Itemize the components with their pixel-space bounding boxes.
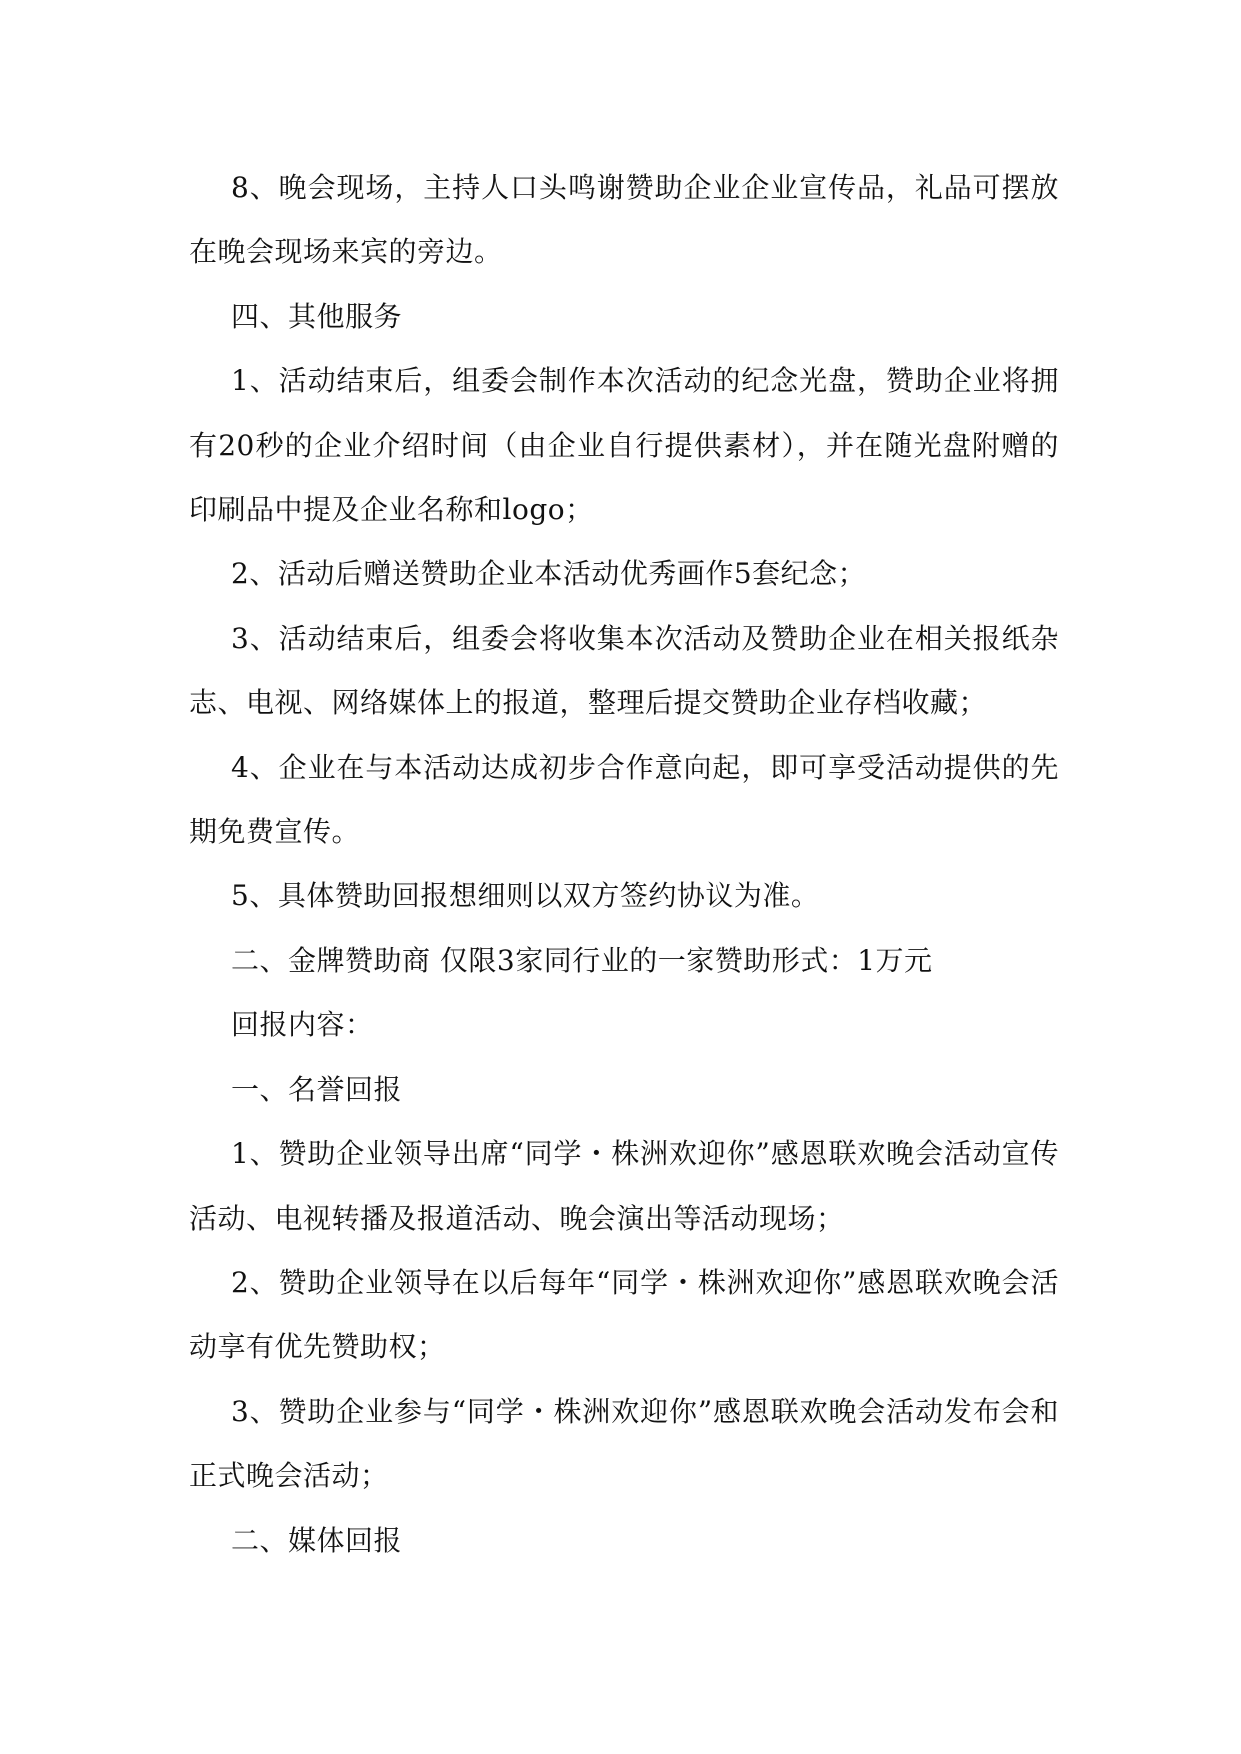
paragraph-item-3: 3、活动结束后，组委会将收集本次活动及赞助企业在相关报纸杂志、电视、网络媒体上的报道，整理后提交赞助企业存档收藏； [189, 621, 1059, 720]
section-heading-honor-return: 一、名誉回报 [231, 1072, 403, 1106]
document-body [189, 156, 1059, 1573]
section-heading-media-return: 二、媒体回报 [231, 1523, 403, 1557]
paragraph-item-4: 4、企业在与本活动达成初步合作意向起，即可享受活动提供的先期免费宣传。 [189, 750, 1059, 849]
paragraph-item-5: 5、具体赞助回报想细则以双方签约协议为准。 [231, 879, 820, 913]
paragraph-honor-item-2: 2、赞助企业领导在以后每年“同学・株洲欢迎你”感恩联欢晚会活动享有优先赞助权； [189, 1265, 1059, 1364]
section-heading-other-services: 四、其他服务 [231, 299, 403, 333]
paragraph-item-1: 1、活动结束后，组委会制作本次活动的纪念光盘，赞助企业将拥有20秒的企业介绍时间（由企业自行提供素材），并在随光盘附赠的印刷品中提及企业名称和logo； [189, 364, 1059, 527]
paragraph-item-2: 2、活动后赠送赞助企业本活动优秀画作5套纪念； [231, 557, 867, 591]
paragraph-item-8: 8、晚会现场，主持人口头鸣谢赞助企业企业宣传品，礼品可摆放在晚会现场来宾的旁边。 [189, 171, 1059, 269]
section-heading-gold-sponsor: 二、金牌赞助商 仅限3家同行业的一家赞助形式：1万元 [231, 943, 933, 977]
label-return-content: 回报内容： [231, 1008, 374, 1042]
paragraph-honor-item-3: 3、赞助企业参与“同学・株洲欢迎你”感恩联欢晚会活动发布会和正式晚会活动； [189, 1394, 1059, 1493]
paragraph-honor-item-1: 1、赞助企业领导出席“同学・株洲欢迎你”感恩联欢晚会活动宣传活动、电视转播及报道活动、晚会演出等活动现场； [189, 1137, 1059, 1235]
